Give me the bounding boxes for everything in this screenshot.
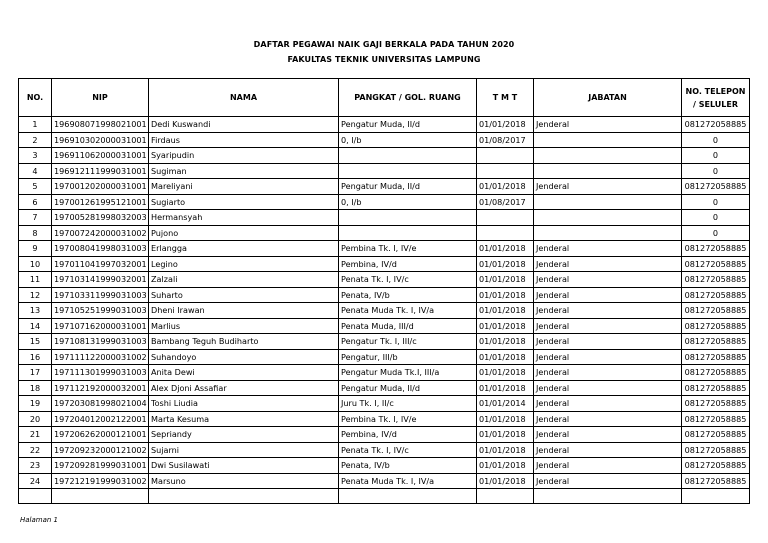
row-tmt: 01/08/2017 bbox=[477, 194, 534, 210]
row-pangkat: Pengatur Tk. I, III/c bbox=[339, 334, 477, 350]
row-telepon: 0 bbox=[682, 148, 750, 164]
row-pangkat bbox=[339, 210, 477, 226]
table-row bbox=[19, 194, 750, 210]
table-row bbox=[19, 256, 750, 272]
row-nip: 197001202000031001 bbox=[52, 179, 149, 195]
row-nip: 196910302000031001 bbox=[52, 132, 149, 148]
row-tmt: 01/01/2018 bbox=[477, 473, 534, 489]
row-nip: 197001261995121001 bbox=[52, 194, 149, 210]
row-tmt: 01/01/2018 bbox=[477, 318, 534, 334]
row-no: 12 bbox=[19, 287, 52, 303]
row-telepon: 0 bbox=[682, 194, 750, 210]
row-tmt: 01/01/2018 bbox=[477, 287, 534, 303]
row-nama: Marta Kesuma bbox=[149, 411, 339, 427]
row-pangkat: 0, I/b bbox=[339, 194, 477, 210]
row-no: 10 bbox=[19, 256, 52, 272]
row-nip: 197008041998031003 bbox=[52, 241, 149, 257]
row-pangkat: Pengatur Muda, II/d bbox=[339, 380, 477, 396]
row-telepon: 081272058885 bbox=[682, 473, 750, 489]
row-jabatan bbox=[534, 132, 682, 148]
table-row bbox=[19, 318, 750, 334]
row-no: 3 bbox=[19, 148, 52, 164]
table-row bbox=[19, 179, 750, 195]
row-no: 2 bbox=[19, 132, 52, 148]
row-nama: Dheni Irawan bbox=[149, 303, 339, 319]
row-nama: Sepriandy bbox=[149, 427, 339, 443]
row-no: 21 bbox=[19, 427, 52, 443]
row-pangkat: Pembina Tk. I, IV/e bbox=[339, 411, 477, 427]
row-pangkat: Penata Muda Tk. I, IV/a bbox=[339, 303, 477, 319]
table-body bbox=[19, 117, 750, 504]
row-no: 5 bbox=[19, 179, 52, 195]
row-jabatan: Jenderal bbox=[534, 287, 682, 303]
row-pangkat bbox=[339, 225, 477, 241]
row-telepon: 081272058885 bbox=[682, 117, 750, 133]
row-nama: Bambang Teguh Budiharto bbox=[149, 334, 339, 350]
row-pangkat: Penata Tk. I, IV/c bbox=[339, 272, 477, 288]
row-tmt bbox=[477, 148, 534, 164]
empty-cell bbox=[477, 489, 534, 504]
row-nip: 197005281998032003 bbox=[52, 210, 149, 226]
header-row bbox=[19, 79, 750, 117]
row-nip: 197209281999031001 bbox=[52, 458, 149, 474]
empty-cell bbox=[534, 489, 682, 504]
row-nama: Anita Dewi bbox=[149, 365, 339, 381]
row-no: 6 bbox=[19, 194, 52, 210]
row-jabatan: Jenderal bbox=[534, 303, 682, 319]
table-row bbox=[19, 458, 750, 474]
row-nip: 197204012002122001 bbox=[52, 411, 149, 427]
table-row bbox=[19, 442, 750, 458]
empty-cell bbox=[682, 489, 750, 504]
row-tmt: 01/01/2018 bbox=[477, 179, 534, 195]
row-no: 15 bbox=[19, 334, 52, 350]
row-tmt: 01/01/2018 bbox=[477, 117, 534, 133]
row-nama: Hermansyah bbox=[149, 210, 339, 226]
row-pangkat: 0, I/b bbox=[339, 132, 477, 148]
empty-cell bbox=[339, 489, 477, 504]
row-pangkat: Penata, IV/b bbox=[339, 287, 477, 303]
document-subtitle: FAKULTAS TEKNIK UNIVERSITAS LAMPUNG bbox=[287, 55, 481, 64]
row-jabatan: Jenderal bbox=[534, 349, 682, 365]
table-row bbox=[19, 287, 750, 303]
row-tmt bbox=[477, 163, 534, 179]
header-nip: NIP bbox=[52, 79, 149, 117]
row-tmt: 01/01/2018 bbox=[477, 365, 534, 381]
row-telepon: 0 bbox=[682, 210, 750, 226]
row-no: 7 bbox=[19, 210, 52, 226]
row-nama: Dedi Kuswandi bbox=[149, 117, 339, 133]
empty-row bbox=[19, 489, 750, 504]
row-pangkat bbox=[339, 148, 477, 164]
page-footer: Halaman 1 bbox=[20, 516, 59, 524]
table-row bbox=[19, 303, 750, 319]
row-tmt: 01/08/2017 bbox=[477, 132, 534, 148]
row-jabatan: Jenderal bbox=[534, 179, 682, 195]
header-no: NO. bbox=[19, 79, 52, 117]
row-no: 8 bbox=[19, 225, 52, 241]
row-nip: 197206262000121001 bbox=[52, 427, 149, 443]
row-no: 11 bbox=[19, 272, 52, 288]
row-jabatan: Jenderal bbox=[534, 318, 682, 334]
row-nip: 197103141999032001 bbox=[52, 272, 149, 288]
row-telepon: 081272058885 bbox=[682, 396, 750, 412]
table-row bbox=[19, 148, 750, 164]
row-pangkat: Pengatur Muda Tk.I, III/a bbox=[339, 365, 477, 381]
row-nama: Marlius bbox=[149, 318, 339, 334]
header-jabatan: JABATAN bbox=[534, 79, 682, 117]
row-jabatan: Jenderal bbox=[534, 334, 682, 350]
row-telepon: 081272058885 bbox=[682, 458, 750, 474]
row-no: 14 bbox=[19, 318, 52, 334]
row-nama: Sugiman bbox=[149, 163, 339, 179]
row-tmt: 01/01/2018 bbox=[477, 303, 534, 319]
row-tmt: 01/01/2018 bbox=[477, 334, 534, 350]
row-telepon: 081272058885 bbox=[682, 318, 750, 334]
row-telepon: 081272058885 bbox=[682, 303, 750, 319]
table-row bbox=[19, 349, 750, 365]
header-tmt: T M T bbox=[477, 79, 534, 117]
row-telepon: 081272058885 bbox=[682, 411, 750, 427]
row-telepon: 0 bbox=[682, 225, 750, 241]
row-no: 18 bbox=[19, 380, 52, 396]
row-no: 20 bbox=[19, 411, 52, 427]
row-telepon: 081272058885 bbox=[682, 442, 750, 458]
table-row bbox=[19, 241, 750, 257]
row-nip: 197209232000121002 bbox=[52, 442, 149, 458]
row-no: 17 bbox=[19, 365, 52, 381]
row-tmt bbox=[477, 225, 534, 241]
table-row bbox=[19, 334, 750, 350]
row-nama: Legino bbox=[149, 256, 339, 272]
row-telepon: 081272058885 bbox=[682, 179, 750, 195]
row-jabatan: Jenderal bbox=[534, 458, 682, 474]
row-nip: 197212191999031002 bbox=[52, 473, 149, 489]
table-row bbox=[19, 411, 750, 427]
row-jabatan bbox=[534, 148, 682, 164]
row-nama: Erlangga bbox=[149, 241, 339, 257]
row-nip: 197105251999031003 bbox=[52, 303, 149, 319]
row-nama: Alex Djoni Assafiar bbox=[149, 380, 339, 396]
row-tmt: 01/01/2014 bbox=[477, 396, 534, 412]
row-jabatan: Jenderal bbox=[534, 411, 682, 427]
row-telepon: 081272058885 bbox=[682, 256, 750, 272]
row-no: 1 bbox=[19, 117, 52, 133]
row-tmt: 01/01/2018 bbox=[477, 411, 534, 427]
empty-cell bbox=[19, 489, 52, 504]
table-row bbox=[19, 117, 750, 133]
table-row bbox=[19, 380, 750, 396]
row-pangkat: Penata Muda, III/d bbox=[339, 318, 477, 334]
row-pangkat: Penata, IV/b bbox=[339, 458, 477, 474]
row-nama: Toshi Liudia bbox=[149, 396, 339, 412]
table-row bbox=[19, 427, 750, 443]
row-nip: 197111301999031003 bbox=[52, 365, 149, 381]
table-row bbox=[19, 396, 750, 412]
row-tmt: 01/01/2018 bbox=[477, 272, 534, 288]
row-nama: Zalzali bbox=[149, 272, 339, 288]
row-telepon: 081272058885 bbox=[682, 365, 750, 381]
row-nama: Suhandoyo bbox=[149, 349, 339, 365]
row-nama: Pujono bbox=[149, 225, 339, 241]
row-nip: 197111122000031002 bbox=[52, 349, 149, 365]
row-tmt: 01/01/2018 bbox=[477, 380, 534, 396]
row-pangkat: Pengatur Muda, II/d bbox=[339, 179, 477, 195]
row-pangkat: Pembina Tk. I, IV/e bbox=[339, 241, 477, 257]
row-telepon: 081272058885 bbox=[682, 334, 750, 350]
table-row bbox=[19, 473, 750, 489]
row-jabatan: Jenderal bbox=[534, 272, 682, 288]
row-jabatan bbox=[534, 225, 682, 241]
header-telepon: NO. TELEPON / SELULER bbox=[682, 79, 750, 117]
row-pangkat: Pengatur, III/b bbox=[339, 349, 477, 365]
row-tmt: 01/01/2018 bbox=[477, 427, 534, 443]
row-nama: Sujarni bbox=[149, 442, 339, 458]
table-row bbox=[19, 210, 750, 226]
row-tmt: 01/01/2018 bbox=[477, 256, 534, 272]
row-nip: 196911062000031001 bbox=[52, 148, 149, 164]
row-jabatan: Jenderal bbox=[534, 427, 682, 443]
row-no: 16 bbox=[19, 349, 52, 365]
row-telepon: 0 bbox=[682, 132, 750, 148]
row-no: 23 bbox=[19, 458, 52, 474]
row-nama: Marsuno bbox=[149, 473, 339, 489]
table-row bbox=[19, 163, 750, 179]
row-tmt: 01/01/2018 bbox=[477, 458, 534, 474]
table-row bbox=[19, 365, 750, 381]
row-pangkat: Penata Tk. I, IV/c bbox=[339, 442, 477, 458]
row-nama: Sugiarto bbox=[149, 194, 339, 210]
row-nip: 197103311999031003 bbox=[52, 287, 149, 303]
row-jabatan: Jenderal bbox=[534, 256, 682, 272]
row-nip: 196908071998021001 bbox=[52, 117, 149, 133]
empty-cell bbox=[52, 489, 149, 504]
row-jabatan: Jenderal bbox=[534, 442, 682, 458]
row-no: 24 bbox=[19, 473, 52, 489]
row-no: 22 bbox=[19, 442, 52, 458]
row-nip: 197203081998021004 bbox=[52, 396, 149, 412]
document-title: DAFTAR PEGAWAI NAIK GAJI BERKALA PADA TAHUN 2020 bbox=[253, 40, 515, 49]
row-pangkat: Pembina, IV/d bbox=[339, 256, 477, 272]
row-tmt: 01/01/2018 bbox=[477, 349, 534, 365]
row-jabatan: Jenderal bbox=[534, 117, 682, 133]
row-pangkat: Pembina, IV/d bbox=[339, 427, 477, 443]
row-nama: Mareliyani bbox=[149, 179, 339, 195]
row-no: 13 bbox=[19, 303, 52, 319]
row-nama: Syaripudin bbox=[149, 148, 339, 164]
row-pangkat: Penata Muda Tk. I, IV/a bbox=[339, 473, 477, 489]
row-jabatan: Jenderal bbox=[534, 380, 682, 396]
row-nama: Firdaus bbox=[149, 132, 339, 148]
row-nip: 196912111999031001 bbox=[52, 163, 149, 179]
row-telepon: 081272058885 bbox=[682, 287, 750, 303]
row-jabatan bbox=[534, 163, 682, 179]
row-nip: 197011041997032001 bbox=[52, 256, 149, 272]
row-jabatan bbox=[534, 210, 682, 226]
row-nip: 197108131999031003 bbox=[52, 334, 149, 350]
row-tmt: 01/01/2018 bbox=[477, 241, 534, 257]
row-pangkat: Juru Tk. I, II/c bbox=[339, 396, 477, 412]
row-nip: 197112192000032001 bbox=[52, 380, 149, 396]
row-telepon: 081272058885 bbox=[682, 272, 750, 288]
row-no: 9 bbox=[19, 241, 52, 257]
header-pangkat: PANGKAT / GOL. RUANG bbox=[339, 79, 477, 117]
row-no: 4 bbox=[19, 163, 52, 179]
row-tmt bbox=[477, 210, 534, 226]
empty-cell bbox=[149, 489, 339, 504]
row-nama: Suharto bbox=[149, 287, 339, 303]
header-nama: NAMA bbox=[149, 79, 339, 117]
row-tmt: 01/01/2018 bbox=[477, 442, 534, 458]
row-jabatan: Jenderal bbox=[534, 241, 682, 257]
row-telepon: 081272058885 bbox=[682, 241, 750, 257]
row-jabatan: Jenderal bbox=[534, 396, 682, 412]
row-telepon: 081272058885 bbox=[682, 380, 750, 396]
row-jabatan bbox=[534, 194, 682, 210]
row-telepon: 0 bbox=[682, 163, 750, 179]
row-telepon: 081272058885 bbox=[682, 427, 750, 443]
table-row bbox=[19, 272, 750, 288]
row-pangkat bbox=[339, 163, 477, 179]
table-row bbox=[19, 225, 750, 241]
employee-table bbox=[18, 78, 750, 504]
row-jabatan: Jenderal bbox=[534, 365, 682, 381]
row-nip: 197107162000031001 bbox=[52, 318, 149, 334]
table-row bbox=[19, 132, 750, 148]
row-pangkat: Pengatur Muda, II/d bbox=[339, 117, 477, 133]
row-jabatan: Jenderal bbox=[534, 473, 682, 489]
row-telepon: 081272058885 bbox=[682, 349, 750, 365]
row-nip: 197007242000031002 bbox=[52, 225, 149, 241]
row-no: 19 bbox=[19, 396, 52, 412]
row-nama: Dwi Susilawati bbox=[149, 458, 339, 474]
